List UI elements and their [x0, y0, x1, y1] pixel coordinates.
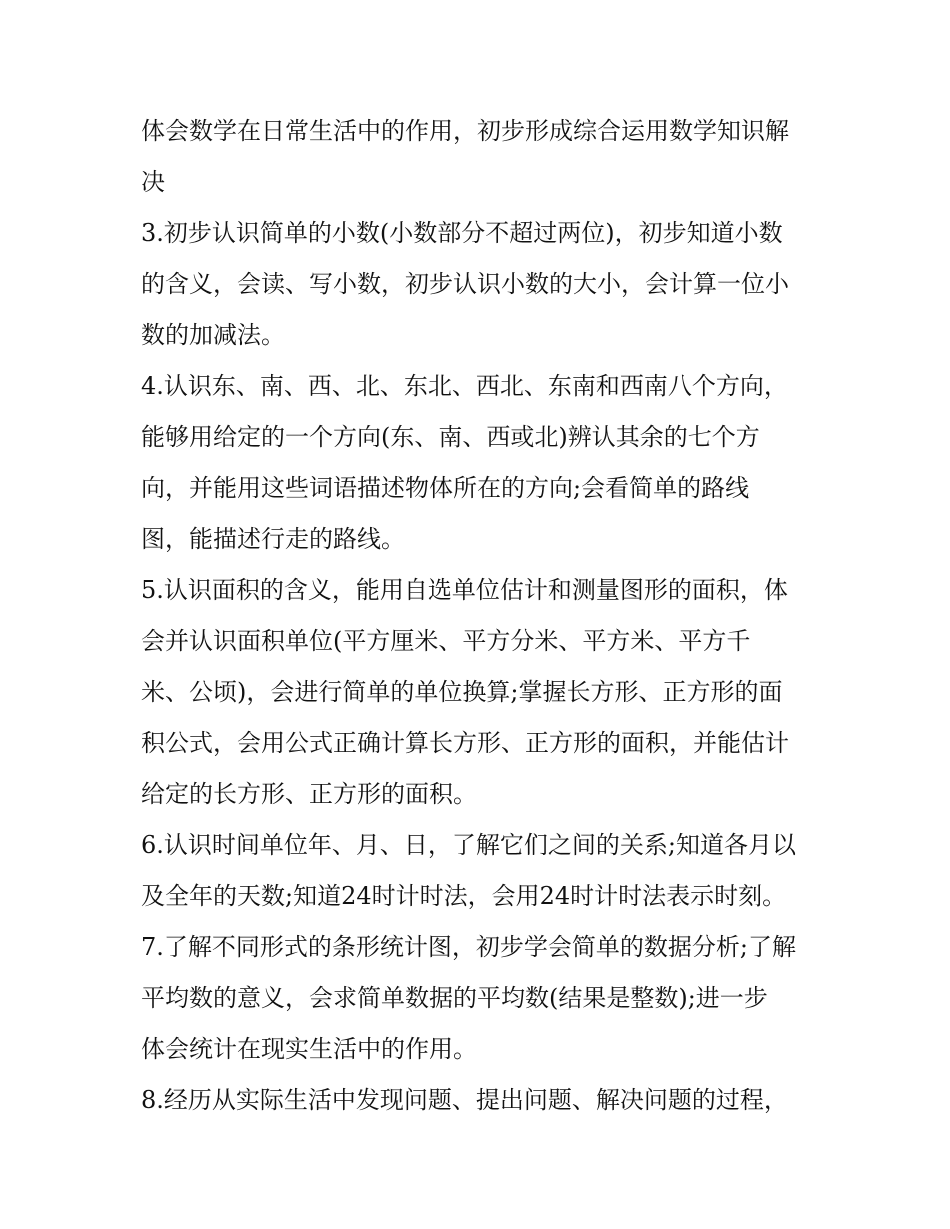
text-line: 图，能描述行走的路线。 — [141, 525, 405, 553]
text-line: 能够用给定的一个方向(东、南、西或北)辨认其余的七个方 — [141, 423, 760, 451]
text-line: 体会数学在日常生活中的作用，初步形成综合运用数学知识解 — [141, 117, 789, 145]
text-line: 体会统计在现实生活中的作用。 — [141, 1035, 477, 1063]
text-line: 及全年的天数;知道24时计时法，会用24时计时法表示时刻。 — [141, 882, 787, 910]
text-line: 给定的长方形、正方形的面积。 — [141, 780, 477, 808]
text-line: 米、公顷)，会进行简单的单位换算;掌握长方形、正方形的面 — [141, 678, 783, 706]
text-line: 向，并能用这些词语描述物体所在的方向;会看简单的路线 — [141, 474, 750, 502]
text-line: 5.认识面积的含义，能用自选单位估计和测量图形的面积，体 — [141, 576, 788, 604]
document-body — [141, 106, 821, 1126]
text-line: 3.初步认识简单的小数(小数部分不超过两位)，初步知道小数 — [141, 219, 783, 247]
text-line: 会并认识面积单位(平方厘米、平方分米、平方米、平方千 — [141, 627, 751, 655]
text-line: 积公式，会用公式正确计算长方形、正方形的面积，并能估计 — [141, 729, 789, 757]
text-line: 6.认识时间单位年、月、日，了解它们之间的关系;知道各月以 — [141, 831, 796, 859]
text-line: 决 — [141, 168, 165, 196]
text-line: 的含义，会读、写小数，初步认识小数的大小，会计算一位小 — [141, 270, 789, 298]
text-line: 4.认识东、南、西、北、东北、西北、东南和西南八个方向， — [141, 372, 788, 400]
text-line: 平均数的意义，会求简单数据的平均数(结果是整数);进一步 — [141, 984, 768, 1012]
text-line: 8.经历从实际生活中发现问题、提出问题、解决问题的过程， — [141, 1086, 788, 1114]
text-line: 7.了解不同形式的条形统计图，初步学会简单的数据分析;了解 — [141, 933, 796, 961]
text-line: 数的加减法。 — [141, 321, 285, 349]
